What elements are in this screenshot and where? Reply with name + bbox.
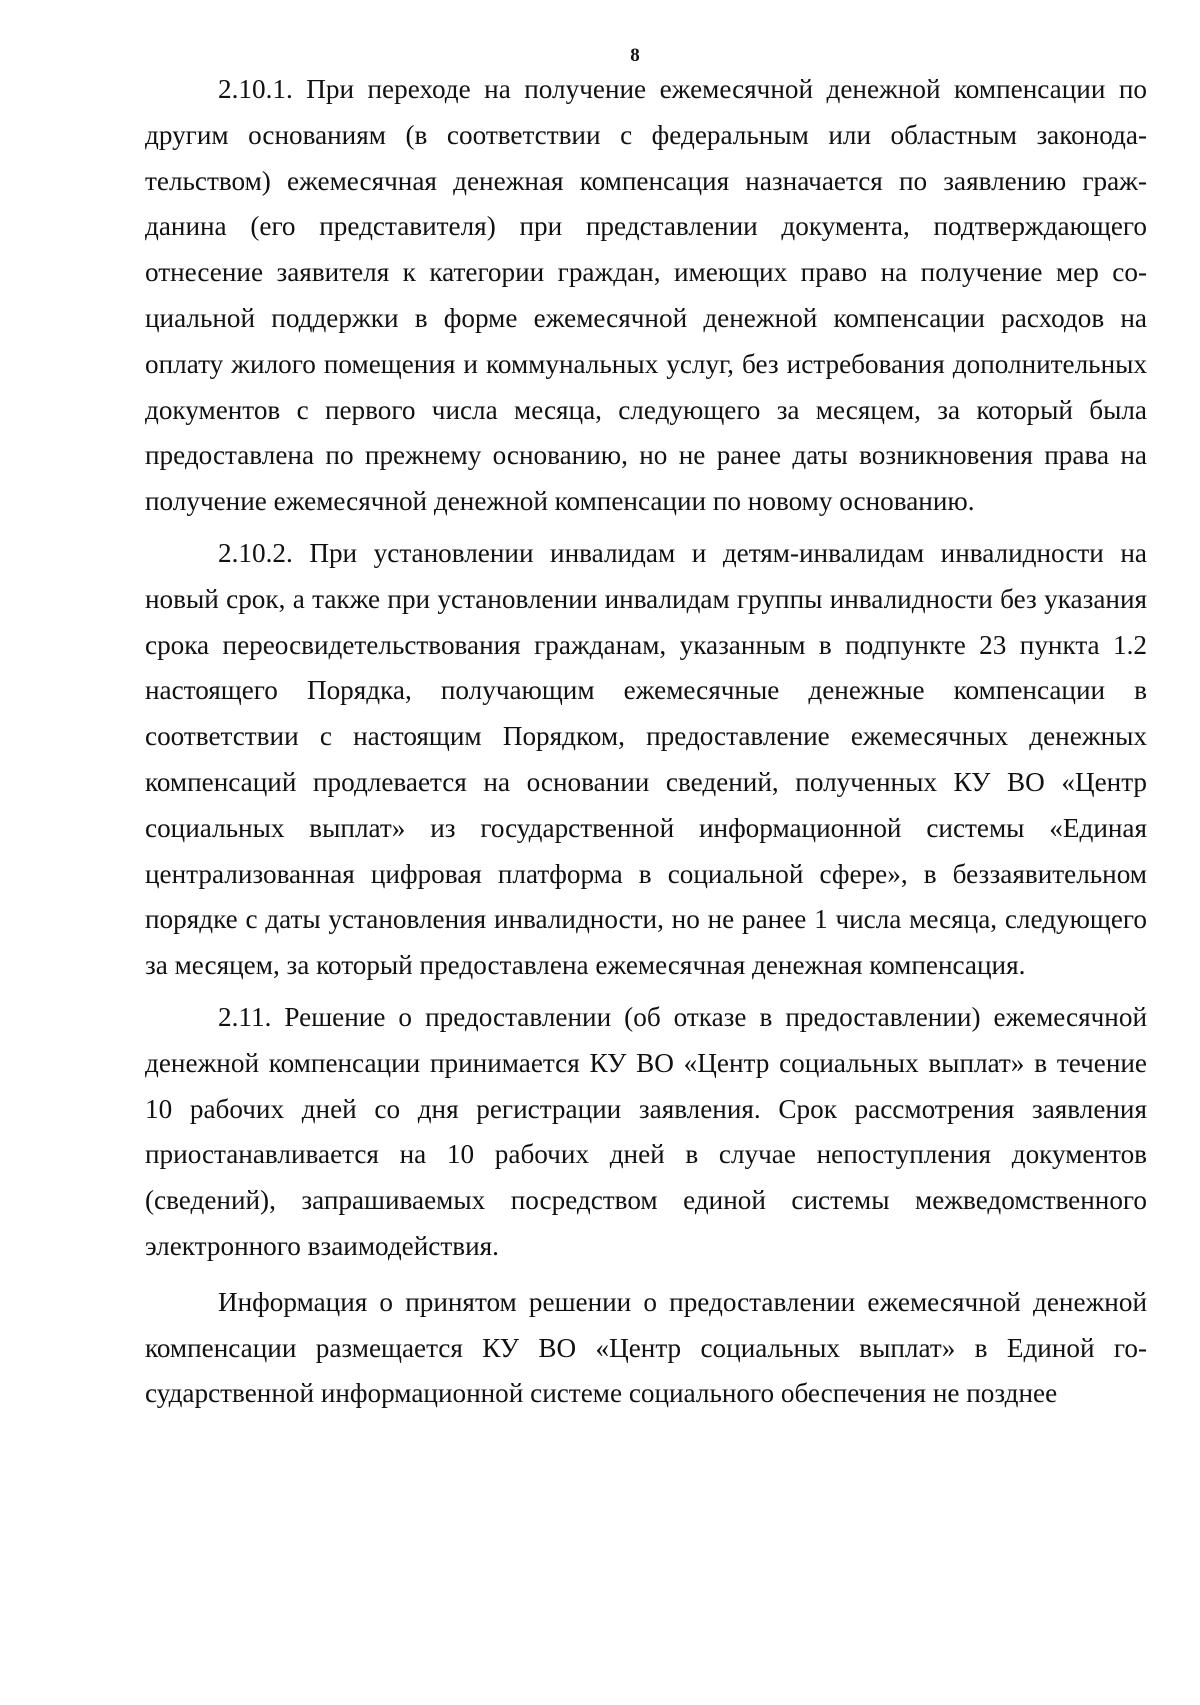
document-body bbox=[145, 67, 1147, 1417]
paragraph-2-10-2: 2.10.2. При установлении инвалидам и детям-инвалидам инвалидности на новый срок, а также при установлении инвалидам группы инвалидности без указания срока переосвидетельствования гражданам, указанным в подпункте 23 пункта 1.2 настоящего Порядка, получающим ежемесячные денежные компенсации в соответствии с настоящим Порядком, предоставление ежемесячных денежных компенсаций продлевается на основании сведений, полученных КУ ВО «Центр социальных выплат» из государственной информационной системы «Единая централизованная цифровая платформа в социальной сфере», в беззаявительном порядке с даты установления инвалидности, но не ранее 1 числа месяца, следующего за месяцем, за который предоставлена ежемесячная денежная компенсация. bbox=[145, 537, 1147, 981]
paragraph-2-10-1: 2.10.1. При переходе на получение ежемесячной денежной компенсации по другим основаниям (в соответствии с федеральным или областным законодательством) ежемесячная денежная компенсация назначается по заявлению гражданина (его представителя) при представлении документа, подтверждающего отнесение заявителя к категории граждан, имеющих право на получение мер социальной поддержки в форме ежемесячной денежной компенсации расходов на оплату жилого помещения и коммунальных услуг, без истребования дополнительных документов с первого числа месяца, следующего за месяцем, за который была предоставлена по прежнему основанию, но не ранее даты возникновения права на получение ежемесячной денежной компенсации по новому основанию. bbox=[145, 74, 1147, 517]
page-number: 8 bbox=[630, 45, 640, 66]
paragraph-decision-info: Информация о принятом решении о предоставлении ежемесячной денежной компенсации размещается КУ ВО «Центр социальных выплат» в Единой государственной информационной системе социального обеспечения не позднее bbox=[145, 1286, 1147, 1409]
paragraph-2-11: 2.11. Решение о предоставлении (об отказе в предоставлении) ежемесячной денежной компенсации принимается КУ ВО «Центр социальных выплат» в течение 10 рабочих дней со дня регистрации заявления. Срок рассмотрения заявления приостанавливается на 10 рабочих дней в случае непоступления документов (сведений), запрашиваемых посредством единой системы межведомственного электронного взаимодействия. bbox=[145, 1001, 1147, 1261]
